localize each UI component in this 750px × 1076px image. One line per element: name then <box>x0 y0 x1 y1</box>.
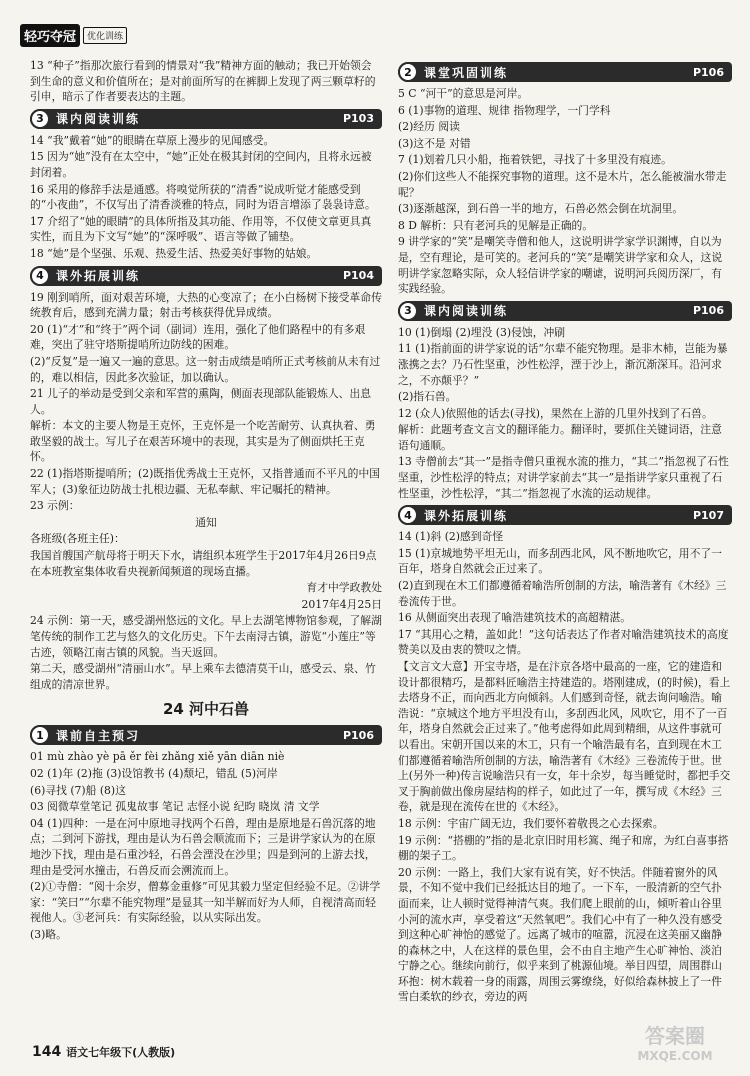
answer-text: 16 采用的修辞手法是通感。将嗅觉所获的“清香”说成听觉才能感受到的“小夜曲”，不仅写出了清香淡雅的特点，同时为语言增添了袅袅诗意。 <box>30 182 376 212</box>
section-title: 课外拓展训练 <box>56 269 141 284</box>
answer-text: 19 示例：“搭棚的”指的是北京旧时用杉篙、绳子和席，为红白喜事搭棚的架子工。 <box>398 833 729 863</box>
answer-text: (2)“反复”是一遍又一遍的意思。这一射击成绩是哨所正式考核前从未有过的，难以相信，因此多次验证，加以确认。 <box>30 354 381 384</box>
answer-text: 我国首艘国产航母将于明天下水，请组织本班学生于2017年4月26日9点在本班教室集体收看央视新闻频道的现场直播。 <box>30 549 377 578</box>
answer-text: 23 示例： <box>30 499 80 513</box>
answer-text: 20 (1)“才”和“终于”两个词（副词）连用，强化了他们路程中的有多艰难，突出了驻守塔斯提哨所边防线的困难。 <box>30 322 366 352</box>
section-number-icon: 4 <box>30 266 50 286</box>
answer-text: 5 C “河干”的意思是河岸。 <box>398 87 529 100</box>
book-title: 语文七年级下(人教版) <box>66 1046 176 1059</box>
answer-text: 12 (众人)依照他的话去(寻找)，果然在上游的几里外找到了石兽。 <box>398 406 713 420</box>
left-column <box>30 58 382 944</box>
page-number: 144 <box>32 1044 62 1060</box>
answer-text: (3)逐渐越深，到石兽一半的地方，石兽必然会倒在坑洞里。 <box>398 202 684 216</box>
section-number-icon: 3 <box>398 301 418 321</box>
answer-text: 14 “我”戴着“她”的眼睛在草原上漫步的见闻感受。 <box>30 133 275 147</box>
answer-text: 解析：本文的主要人物是王克怀，王克怀是一个吃苦耐劳、认真执着、勇敢坚毅的战士。写儿子在艰苦环境中的表现，其实是为了侧面烘托王克怀。 <box>30 419 376 464</box>
section-number-icon: 2 <box>398 62 418 82</box>
answer-text: 03 阅微草堂笔记 孤鬼故事 笔记 志怪小说 纪昀 晓岚 清 文学 <box>30 800 320 814</box>
answer-text: 19 刚到哨所，面对艰苦环境，大热的心变凉了；在小白杨树下接受革命传统教育后，感到充满力量；射击考核获得优异成绩。 <box>30 290 382 320</box>
section-title: 课外拓展训练 <box>424 508 509 523</box>
answer-text: 6 (1)事物的道理、规律 指物理学，一门学科 <box>398 103 611 117</box>
section-header <box>398 62 732 82</box>
brand-logo: 轻巧夺冠 <box>20 24 80 47</box>
section-header <box>398 505 732 525</box>
answer-text: (2)①寺僧：“阅十余岁，僧募金重修”可见其毅力坚定但经验不足。②讲学家：“笑曰”“尔辈不能究物理”是显其一知半解而好为人师，自视清高而轻视他人。③老河兵：有实际经验，以从实际出发。 <box>30 880 381 925</box>
section-header <box>30 725 382 745</box>
answer-text: 10 (1)倒塌 (2)埋没 (3)侵蚀，冲刷 <box>398 325 566 339</box>
answer-text: 通知 <box>195 515 217 529</box>
answer-text: 20 示例：一路上，我们大家有说有笑，好不快活。伴随着窗外的风景，不知不觉中我们已经抵达目的地了。一下车，一股清新的空气扑面而来，让人顿时觉得神清气爽。我们爬上眼前的山，倾听着山谷里小河的流水声，享受着这“天然氧吧”。我们心中有了一种久没有感受到这种心旷神怡的感觉了。远离了城市的喧嚣，沉浸在这美丽又幽静的森林之中，人在这样的景色里，会不由自主地产生心旷神怡、淡泊宁静之心。继续向前行，似乎来到了桃源仙境。举目四望，周围群山环抱：树木载着一身的雨露，周围云雾缭绕，好似给森林披上了一件雪白柔软的纱衣，旁边的两 <box>398 865 723 1004</box>
section-number-icon: 1 <box>30 725 50 745</box>
page-header <box>20 24 127 46</box>
answer-text: 21 儿子的举动是受到父亲和军营的熏陶，侧面表现部队能锻炼人、出息人。 <box>30 387 372 416</box>
section-number-icon: 3 <box>30 109 50 129</box>
page-footer <box>32 1044 175 1060</box>
answer-text: 14 (1)斜 (2)感到奇怪 <box>398 530 504 544</box>
answer-text: (2)直到现在木工们都遵循着喻浩所创制的方法，喻浩著有《木经》三卷流传于世。 <box>398 579 727 608</box>
answer-text: (3)略。 <box>30 927 67 941</box>
right-column <box>398 58 732 1006</box>
answer-text: (2)经历 阅读 <box>398 120 460 134</box>
answer-text: 8 D 解析：只有老河兵的见解是正确的。 <box>398 218 594 232</box>
section-title: 课内阅读训练 <box>424 304 509 319</box>
answer-text: 第二天，感受湖州“清丽山水”。早上乘车去德清莫干山，感受云、泉、竹组成的清凉世界。 <box>30 662 376 691</box>
answer-text: 各班级(各班主任)： <box>30 532 125 546</box>
section-title: 课堂巩固训练 <box>424 65 509 80</box>
section-page-ref: P106 <box>692 65 724 79</box>
section-header <box>30 109 382 129</box>
section-number-icon: 4 <box>398 505 418 525</box>
answer-text: 11 (1)指前面的讲学家说的话“尔辈不能究物理。是非木柿，岂能为暴涨携之去？乃石性坚重，沙性松浮，湮于沙上，渐沉渐深耳。沿河求之，不亦颠乎？” <box>398 342 728 387</box>
answer-text: (3)这不是 对错 <box>398 136 471 150</box>
section-page-ref: P106 <box>342 728 374 742</box>
answer-text: 18 “她”是个坚强、乐观、热爱生活、热爱美好事物的姑娘。 <box>30 246 318 260</box>
answer-text: 24 示例：第一天，感受湖州悠远的文化。早上去湖笔博物馆参观，了解湖笔传统的制作工艺与悠久的文化历史。下午去南浔古镇，游览“小莲庄”等古迹，领略江南古镇的风貌。当天返回。 <box>30 614 382 659</box>
answer-text: 7 (1)划着几只小船，拖着铁钯，寻找了十多里没有痕迹。 <box>398 153 672 167</box>
answer-text: 15 (1)京城地势平坦无山，而多刮西北风，风不断地吹它，用不了一百年，塔身自然就会正过来了。 <box>398 546 722 576</box>
answer-text: 13 “种子”指那次旅行看到的情景对“我”精神方面的触动；我已开始领会到生命的意义和价值所在；是对前面所写的在裤脚上发现了两三颗草籽的引申，暗示了作者要表达的主题。 <box>30 59 376 104</box>
brand-sub: 优化训练 <box>83 27 127 44</box>
answer-text: 17 介绍了“她的眼睛”的具体所指及其功能、作用等，不仅使文章更具真实性，而且为下文写“她”的“深呼吸”、语言等做了铺垫。 <box>30 214 372 244</box>
answer-text: 02 (1)年 (2)拖 (3)设馆教书 (4)颓圮，错乱 (5)河岸 <box>30 766 278 780</box>
section-page-ref: P104 <box>342 269 374 283</box>
section-page-ref: P106 <box>692 304 724 318</box>
answer-text: 15 因为“她”没有在太空中，“她”正处在极其封闭的空间内，且将永远被封闭着。 <box>30 150 372 179</box>
answer-text: 04 (1)四种：一是在河中原地寻找两个石兽，理由是原地是石兽沉落的地点；二到河下游找，理由是认为石兽会顺流而下；三是讲学家认为的在原地沙下找，理由是石重沙轻，石兽会湮没在沙里；四是到河的上游去找，理由是受河水撞击，石兽反而会溯流而上。 <box>30 816 376 877</box>
section-title: 课前自主预习 <box>56 728 141 743</box>
section-header <box>398 301 732 321</box>
answer-text: 9 讲学家的“笑”是嘲笑寺僧和他人，这说明讲学家学识渊博，自以为是，空有理论，是可笑的。老河兵的“笑”是嘲笑讲学家和众人，这说明讲学家忽略实际，众人轻信讲学家的嘲谑，说明河兵阅历深厂，有实践经验。 <box>398 235 723 296</box>
lesson-title: 24 河中石兽 <box>162 700 250 719</box>
answer-text: 育才中学政教处 <box>306 581 382 595</box>
answer-text: 22 (1)指塔斯提哨所；(2)既指优秀战士王克怀，又指普通而不平凡的中国军人；(3)象征边防战士扎根边疆、无私奉献、牢记嘱托的精神。 <box>30 467 381 496</box>
answer-text: 18 示例：宇宙广阔无边，我们要怀着敬畏之心去探索。 <box>398 816 664 830</box>
answer-text: (2)指石兽。 <box>398 390 457 404</box>
answer-text: (2)你们这些人不能探究事物的道理。这不是木片，怎么能被湍水带走呢？ <box>398 169 727 199</box>
answer-text: 01 mù zhào yè pā ěr fèi zhǎng xiě yān diān niè <box>30 750 285 764</box>
answer-text: 16 从侧面突出表现了喻浩建筑技术的高超精湛。 <box>398 611 632 625</box>
section-header <box>30 266 382 286</box>
answer-text: 【文言文大意】开宝寺塔，是在汴京各塔中最高的一座，它的建造和设计都很精巧，是都料匠喻浩主持建造的。塔刚建成，(的时候)，看上去塔身不正，而向西北方向倾斜。人们感到奇怪，就去询问喻浩。喻浩说：“京城这个地方平坦没有山，多刮西北风，风吹它，用不了一百年，塔身自然就会正过来了。”他考虑得如此周到精细，从这件事就可以看出。宋朝开国以来的木工，只有一个喻浩最有名，直到现在木工们都遵循着喻浩所创制的方法，喻浩著有《木经》三卷流传于世。世上(另外一种)传言说喻浩只有一女，年十余岁，每当睡觉时，都把手交叉于胸前做出像房屋结构的样子，如此过了一年，撰写成《木经》三卷，就是现在流传在世的《木经》。 <box>398 660 731 814</box>
answer-text: 2017年4月25日 <box>301 597 382 611</box>
watermark-logo: 答案圈 MXQE.COM <box>637 1024 713 1063</box>
answer-text: 17 “其用心之精，盖如此！”这句话表达了作者对喻浩建筑技术的高度赞美以及由衷的赞叹之情。 <box>398 627 729 657</box>
section-page-ref: P107 <box>692 508 724 522</box>
section-title: 课内阅读训练 <box>56 112 141 127</box>
answer-text: 13 寺僧前去“其一”是指寺僧只重视水流的推力，“其二”指忽视了石性坚重，沙性松浮的特点；对讲学家前去“其一”是指讲学家只重视了石性坚重，沙性松浮，“其二”指忽视了水流的运动规律。 <box>398 455 729 500</box>
section-page-ref: P103 <box>342 112 374 126</box>
answer-text: 解析：此题考查文言文的翻译能力。翻译时，要抓住关键词语，注意语句通顺。 <box>398 423 722 452</box>
answer-text: (6)寻找 (7)船 (8)这 <box>30 783 126 797</box>
